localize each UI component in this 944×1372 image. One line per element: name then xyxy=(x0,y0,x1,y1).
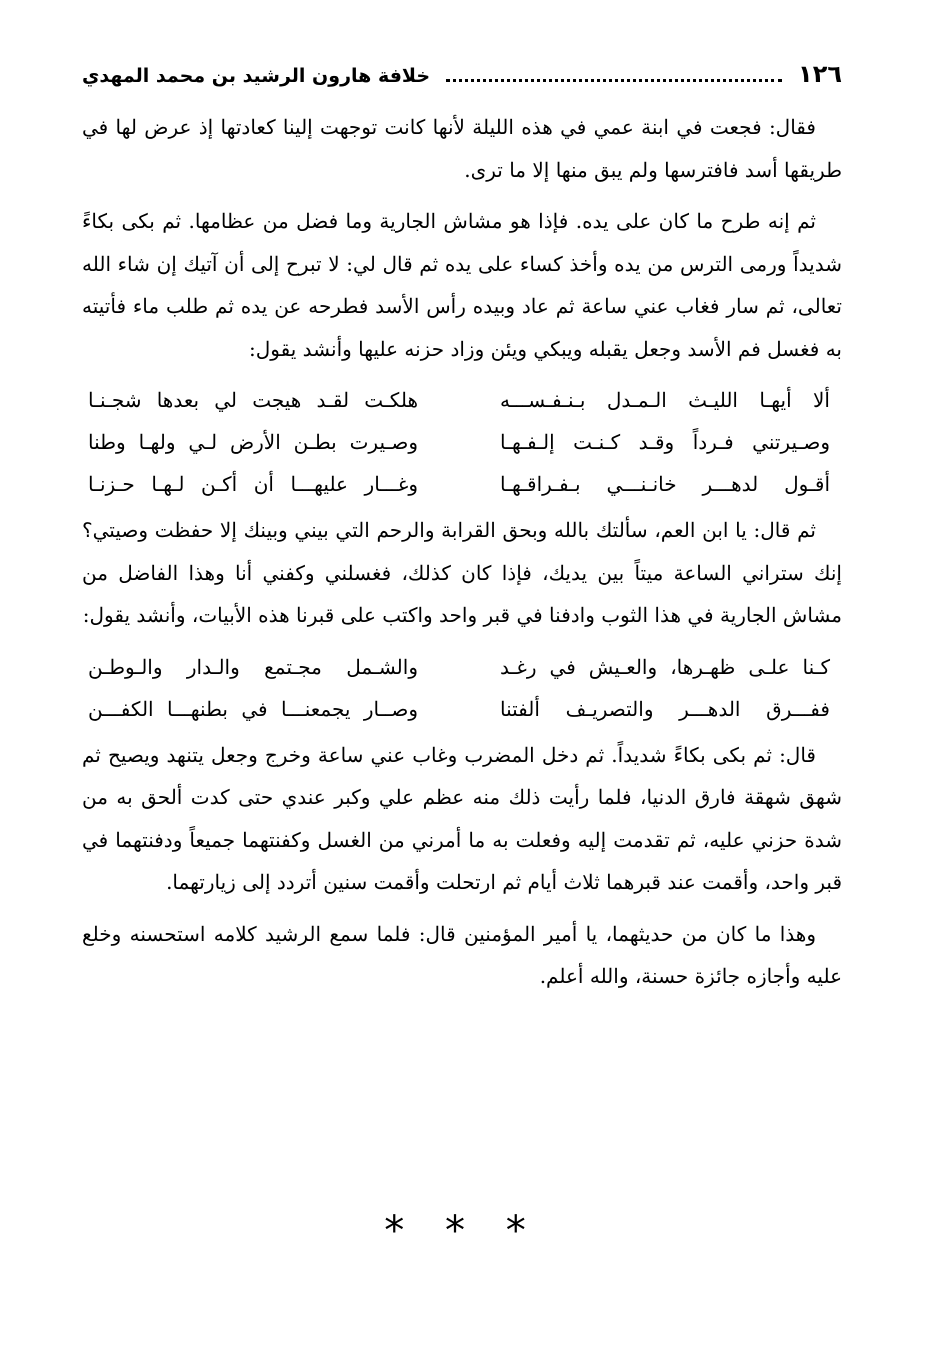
verse xyxy=(82,688,842,730)
poem-1 xyxy=(82,379,842,505)
verse xyxy=(82,421,842,463)
verse-first-hemistich: وصـيرتني فـرداً وقـد كـنـت إلـفـهـا xyxy=(500,430,830,454)
paragraph-3: ثم قال: يا ابن العم، سألتك بالله وبحق القرابة والرحم التي بيني وبينك إلا حفظت وصيتي؟ إنك ستراني الساعة ميتاً بين يديك، فإذا كان كذلك، فغسلني وكفني أنا وهذا الفاضل من مشاش الجارية في هذا الثوب وادفنا في قبر واحد واكتب على قبرنا هذه الأبيات، وأنشد يقول: xyxy=(82,518,842,627)
verse-second-hemistich: هلكـت لقـد هيجت لي بعدها شجـنـا xyxy=(88,388,418,412)
book-page xyxy=(82,60,842,1254)
paragraph-1: فقال: فجعت في ابنة عمي في هذه الليلة لأنها كانت توجهت إلينا كعادتها إذ عرض لها في طريقها أسد فافترسها ولم يبق منها إلا ما ترى. xyxy=(82,115,842,182)
header-dot-leader xyxy=(446,63,782,82)
verse-second-hemistich: وصــار يجمعنـــا في بطنهـــا الكفـــن xyxy=(88,696,418,721)
verse-second-hemistich: وغـــار عليهـــا أن أكـن لـهـا حـزنـا xyxy=(88,472,418,496)
verse xyxy=(82,379,842,421)
paragraph-2: ثم إنه طرح ما كان على يده. فإذا هو مشاش الجارية وما فضل من عظامها. ثم بكى بكاءً شديداً ورمى الترس من يده وأخذ كساء على يده ثم قال لي: لا تبرح إلى أن آتيك إن شاء الله تعالى، ثم سار فغاب عني ساعة ثم عاد وبيده رأس الأسد فطرحه عن يده ثم طلب ماء فأتيته به فغسل فم الأسد وجعل يقبله ويبكي ويئن وزاد حزنه عليها وأنشد يقول: xyxy=(82,209,842,361)
running-title: خلافة هارون الرشيد بن محمد المهدي xyxy=(82,65,431,87)
verse-second-hemistich: والشـمل مجـتمع والـدار والـوطـن xyxy=(88,654,418,679)
paragraph-5: وهذا ما كان من حديثهما، يا أمير المؤمنين قال: فلما سمع الرشيد كلامه استحسنه وخلع عليه وأجازه جائزة حسنة، والله أعلم. xyxy=(82,921,842,988)
verse-first-hemistich: كـنا علـى ظهـرها، والعـيش في رغـد xyxy=(500,654,830,679)
page-number: ١٢٦ xyxy=(798,60,842,88)
verse xyxy=(82,646,842,688)
paragraph-4: قال: ثم بكى بكاءً شديداً. ثم دخل المضرب وغاب عني ساعة وخرج وجعل يتنهد ويصيح ثم شهق شهقة فارق الدنيا، فلما رأيت ذلك منه عظم علي وكبر عندي حتى كدت ألحق به من شدة حزني عليه، ثم تقدمت إليه وفعلت به ما أمرني من الغسل وكفنتهما جميعاً ودفنتهما في قبر واحد، وأقمت عند قبرهما ثلاث أيام ثم ارتحلت وأقمت سنين أتردد إلى زيارتهما. xyxy=(82,742,842,894)
verse-second-hemistich: وصـيرت بطـن الأرض لـي ولهـا وطنا xyxy=(88,430,418,454)
verse-first-hemistich: أقـول لدهـــر خانـنـــي بـفـراقـهـا xyxy=(500,472,830,496)
running-header xyxy=(82,60,842,106)
section-end-asterisks: * * * xyxy=(384,1208,540,1254)
poem-2 xyxy=(82,646,842,730)
verse-first-hemistich: ألا أيهـا الليـث الـمـدل بـنـفـســـه xyxy=(500,388,830,412)
verse-first-hemistich: ففـــرق الدهـــر والتصريـف ألفتنا xyxy=(500,696,830,721)
verse xyxy=(82,463,842,505)
